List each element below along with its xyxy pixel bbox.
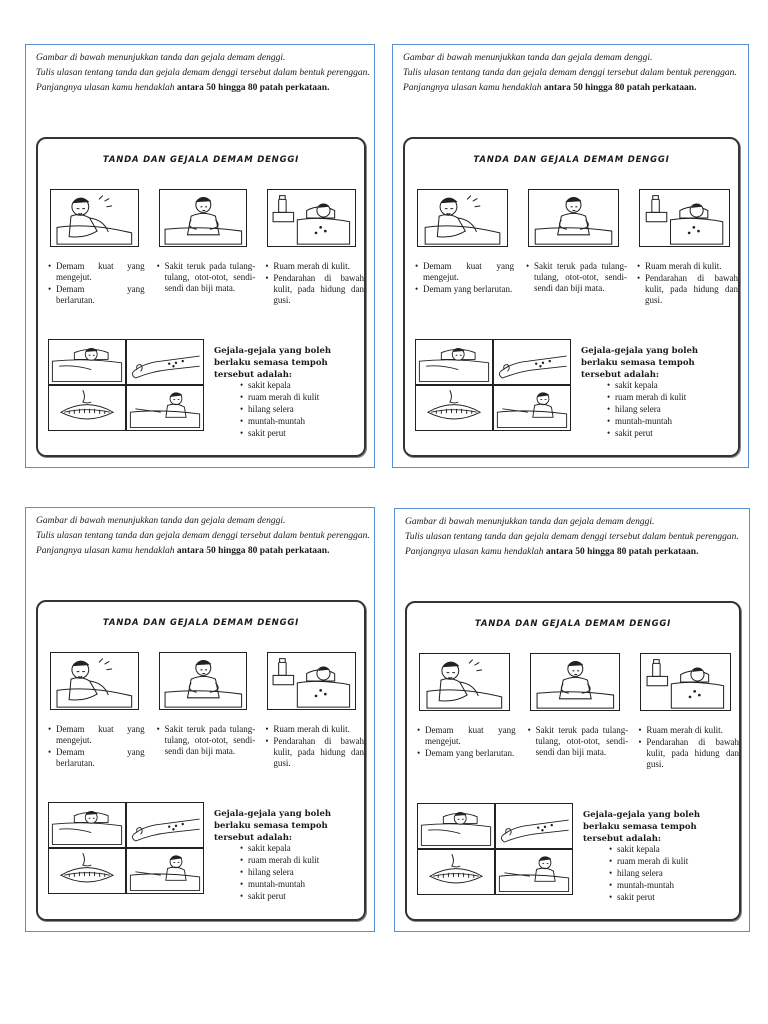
arm-rash-icon	[126, 339, 204, 385]
sign-item: • Pendarahan di bawah kulit, pada hidung dan gusi.	[638, 737, 739, 770]
sign-item: • Pendarahan di bawah kulit, pada hidung dan gusi.	[265, 273, 364, 306]
sign-item: • Demam yang berlarutan.	[48, 284, 145, 306]
sign-item: • Ruam merah di kulit.	[637, 261, 738, 272]
sign-item: • Demam yang berlarutan.	[48, 747, 145, 769]
boy-headache-pillow-icon	[48, 802, 126, 848]
boy-bed-rash-icon	[640, 653, 731, 711]
symptoms-title: Gejala-gejala yang boleh berlaku semasa tempoh tersebut adalah:	[583, 810, 701, 844]
illustration-frame	[405, 601, 741, 921]
boy-bed-rash-icon	[639, 189, 730, 247]
symptoms-list	[607, 379, 740, 439]
symptom-item: • sakit perut	[240, 890, 366, 902]
instruction-line-3	[36, 81, 366, 96]
arm-rash-icon	[126, 802, 204, 848]
mouth-gums-icon	[48, 848, 126, 894]
symptom-item: • sakit perut	[609, 891, 741, 903]
sign-list-2	[157, 261, 256, 295]
instruction-line-3-italic: Panjangnya ulasan kamu hendaklah	[36, 83, 177, 93]
boy-fever-in-bed-icon	[417, 189, 508, 247]
symptom-item: • hilang selera	[607, 403, 740, 415]
illustration-frame	[36, 137, 366, 457]
frame-title: TANDA DAN GEJALA DEMAM DENGGI	[474, 619, 672, 629]
sign-item: • Ruam merah di kulit.	[265, 261, 364, 272]
boy-stomach-ache-bed-icon	[493, 385, 571, 431]
instruction-line-1: Gambar di bawah menunjukkan tanda dan gejala demam denggi.	[36, 516, 286, 526]
boy-holding-joints-icon	[528, 189, 619, 247]
sign-list-1	[417, 725, 516, 760]
sign-item: • Sakit teruk pada tulang-tulang, otot-otot, sendi-sendi dan biji mata.	[157, 724, 256, 757]
illustration-frame	[36, 600, 366, 921]
sign-item: • Demam kuat yang mengejut.	[48, 724, 145, 746]
sign-item: • Demam kuat yang mengejut.	[417, 725, 516, 747]
sign-item: • Demam kuat yang mengejut.	[415, 261, 514, 283]
symptoms-list	[240, 379, 366, 439]
worksheet-card	[392, 44, 749, 468]
boy-headache-pillow-icon	[415, 339, 493, 385]
sign-list-2	[526, 261, 627, 295]
instruction-line-2: Tulis ulasan tentang tanda dan gejala demam denggi tersebut dalam bentuk perenggan.	[36, 68, 370, 78]
instructions	[405, 515, 741, 560]
sign-item: • Ruam merah di kulit.	[265, 724, 364, 735]
instruction-line-2: Tulis ulasan tentang tanda dan gejala demam denggi tersebut dalam bentuk perenggan.	[403, 68, 737, 78]
boy-fever-in-bed-icon	[50, 189, 139, 247]
symptom-item: • sakit perut	[607, 427, 740, 439]
frame-title: TANDA DAN GEJALA DEMAM DENGGI	[102, 618, 300, 628]
instruction-line-3	[36, 544, 366, 559]
symptom-item: • hilang selera	[609, 867, 741, 879]
symptom-item: • sakit perut	[240, 427, 366, 439]
symptom-item: • sakit kepala	[607, 379, 740, 391]
sign-item: • Demam yang berlarutan.	[417, 748, 516, 759]
symptom-item: • ruam merah di kulit	[609, 855, 741, 867]
boy-bed-rash-icon	[267, 652, 356, 710]
boy-holding-joints-icon	[159, 189, 248, 247]
sign-item: • Pendarahan di bawah kulit, pada hidung dan gusi.	[265, 736, 364, 769]
instruction-line-1: Gambar di bawah menunjukkan tanda dan gejala demam denggi.	[405, 517, 655, 527]
symptoms-list	[240, 842, 366, 902]
instruction-line-3-italic: Panjangnya ulasan kamu hendaklah	[405, 547, 546, 557]
symptom-item: • sakit kepala	[609, 843, 741, 855]
boy-headache-pillow-icon	[48, 339, 126, 385]
instructions	[36, 514, 370, 559]
symptom-item: • muntah-muntah	[607, 415, 740, 427]
symptoms-title: Gejala-gejala yang boleh berlaku semasa tempoh tersebut adalah:	[214, 346, 332, 380]
instruction-line-1: Gambar di bawah menunjukkan tanda dan gejala demam denggi.	[36, 53, 286, 63]
instructions	[36, 51, 370, 96]
sign-list-3	[638, 725, 739, 771]
symptom-item: • muntah-muntah	[609, 879, 741, 891]
symptom-item: • ruam merah di kulit	[607, 391, 740, 403]
sign-list-2	[157, 724, 256, 758]
instruction-line-3	[403, 81, 740, 96]
sign-list-1	[48, 261, 145, 307]
instruction-line-1: Gambar di bawah menunjukkan tanda dan gejala demam denggi.	[403, 53, 653, 63]
sign-list-3	[637, 261, 738, 307]
instruction-line-3-italic: Panjangnya ulasan kamu hendaklah	[36, 546, 177, 556]
arm-rash-icon	[495, 803, 573, 849]
symptom-item: • sakit kepala	[240, 842, 366, 854]
sign-item: • Demam yang berlarutan.	[415, 284, 514, 295]
boy-holding-joints-icon	[530, 653, 621, 711]
worksheet-card	[25, 507, 375, 932]
sign-item: • Sakit teruk pada tulang-tulang, otot-otot, sendi-sendi dan biji mata.	[528, 725, 629, 758]
instruction-line-3-bold: antara 50 hingga 80 patah perkataan.	[545, 547, 699, 557]
instruction-line-3-bold: antara 50 hingga 80 patah perkataan.	[176, 546, 330, 556]
sign-list-1	[48, 724, 145, 770]
instruction-line-2: Tulis ulasan tentang tanda dan gejala demam denggi tersebut dalam bentuk perenggan.	[405, 532, 739, 542]
instruction-line-3-italic: Panjangnya ulasan kamu hendaklah	[403, 83, 544, 93]
instructions	[403, 51, 740, 96]
instruction-line-3	[405, 545, 741, 560]
instruction-line-3-bold: antara 50 hingga 80 patah perkataan.	[543, 83, 697, 93]
symptom-item: • ruam merah di kulit	[240, 854, 366, 866]
symptoms-list	[609, 843, 741, 903]
instruction-line-3-bold: antara 50 hingga 80 patah perkataan.	[176, 83, 330, 93]
mouth-gums-icon	[415, 385, 493, 431]
frame-title: TANDA DAN GEJALA DEMAM DENGGI	[473, 155, 670, 165]
boy-stomach-ache-bed-icon	[126, 848, 204, 894]
boy-bed-rash-icon	[267, 189, 356, 247]
sign-list-2	[528, 725, 629, 759]
boy-stomach-ache-bed-icon	[126, 385, 204, 431]
worksheet-card	[394, 508, 750, 932]
boy-fever-in-bed-icon	[419, 653, 510, 711]
boy-stomach-ache-bed-icon	[495, 849, 573, 895]
worksheet-card	[25, 44, 375, 468]
instruction-line-2: Tulis ulasan tentang tanda dan gejala demam denggi tersebut dalam bentuk perenggan.	[36, 531, 370, 541]
symptom-item: • ruam merah di kulit	[240, 391, 366, 403]
boy-fever-in-bed-icon	[50, 652, 139, 710]
boy-holding-joints-icon	[159, 652, 248, 710]
sign-list-3	[265, 261, 364, 307]
symptom-item: • hilang selera	[240, 403, 366, 415]
symptoms-title: Gejala-gejala yang boleh berlaku semasa tempoh tersebut adalah:	[214, 809, 332, 843]
symptoms-title: Gejala-gejala yang boleh berlaku semasa tempoh tersebut adalah:	[581, 346, 699, 380]
sign-item: • Sakit teruk pada tulang-tulang, otot-otot, sendi-sendi dan biji mata.	[157, 261, 256, 294]
sign-item: • Ruam merah di kulit.	[638, 725, 739, 736]
symptom-item: • hilang selera	[240, 866, 366, 878]
symptom-item: • sakit kepala	[240, 379, 366, 391]
mouth-gums-icon	[48, 385, 126, 431]
sign-list-3	[265, 724, 364, 770]
frame-title: TANDA DAN GEJALA DEMAM DENGGI	[102, 155, 300, 165]
sign-item: • Pendarahan di bawah kulit, pada hidung dan gusi.	[637, 273, 738, 306]
sign-list-1	[415, 261, 514, 296]
illustration-frame	[403, 137, 740, 457]
sign-item: • Sakit teruk pada tulang-tulang, otot-otot, sendi-sendi dan biji mata.	[526, 261, 627, 294]
arm-rash-icon	[493, 339, 571, 385]
symptom-item: • muntah-muntah	[240, 415, 366, 427]
boy-headache-pillow-icon	[417, 803, 495, 849]
symptom-item: • muntah-muntah	[240, 878, 366, 890]
mouth-gums-icon	[417, 849, 495, 895]
sign-item: • Demam kuat yang mengejut.	[48, 261, 145, 283]
